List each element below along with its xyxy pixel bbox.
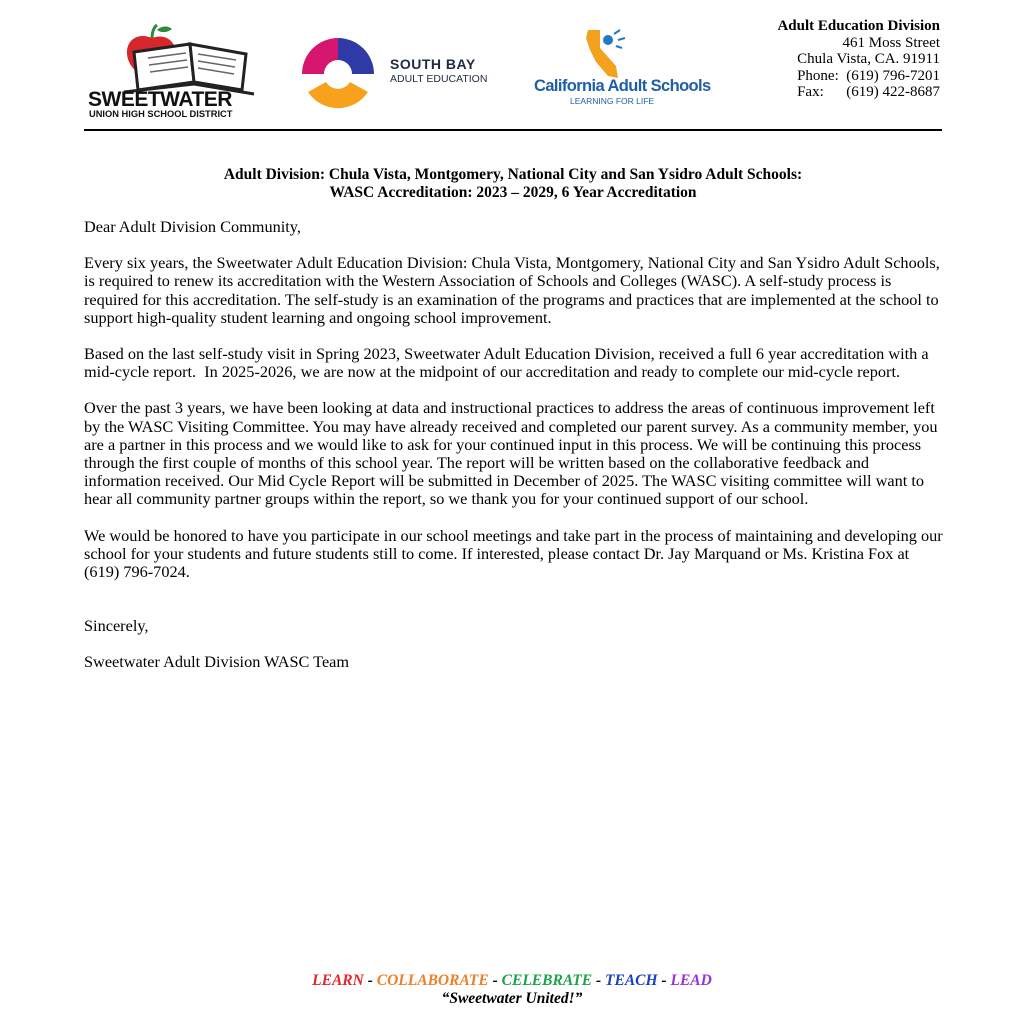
book-icon xyxy=(124,44,254,94)
california-map-icon xyxy=(586,30,625,78)
motto-line xyxy=(0,972,1024,990)
letter-title-line-1: Adult Division: Chula Vista, Montgomery, National City and San Ysidro Adult Schools: xyxy=(223,166,803,183)
california-logo-name: California Adult Schools xyxy=(534,77,711,95)
letter-title xyxy=(84,166,942,202)
california-logo-subtitle: LEARNING FOR LIFE xyxy=(570,96,655,106)
motto-learn: LEARN xyxy=(312,972,364,989)
salutation: Dear Adult Division Community, xyxy=(84,217,301,236)
city-address: Chula Vista, CA. 91911 xyxy=(797,51,940,67)
fax-number: Fax: (619) 422-8687 xyxy=(797,84,940,100)
south-bay-logo-name: SOUTH BAY xyxy=(390,56,476,72)
motto-separator: - xyxy=(592,972,606,989)
south-bay-logo-subtitle: ADULT EDUCATION xyxy=(390,73,488,85)
letterhead xyxy=(0,0,1024,140)
paragraph: Every six years, the Sweetwater Adult Education Division: Chula Vista, Montgomery, National City and San Ysidro Adult Schools, is required to renew its accreditation with the Western Association of Schools and Colleges (WASC). A self-study process is required for this accreditation. The self-study is an examination of the programs and practices that are implemented at the school to support high-quality student learning and ongoing school improvement. xyxy=(84,253,940,327)
motto-collaborate: COLLABORATE xyxy=(376,972,489,989)
letter-title-line-2: WASC Accreditation: 2023 – 2029, 6 Year Accreditation xyxy=(329,184,697,201)
header-divider xyxy=(84,129,942,131)
division-name: Adult Education Division xyxy=(777,18,940,34)
motto-teach: TEACH xyxy=(605,972,658,989)
motto-separator: - xyxy=(657,972,671,989)
motto-lead: LEAD xyxy=(670,972,712,989)
address-block xyxy=(777,18,940,101)
paragraph: We would be honored to have you participate in our school meetings and take part in the process of maintaining and developing our school for your students and future students still to come. If interested, please contact Dr. Jay Marquand or Ms. Kristina Fox at (619) 796-7024. xyxy=(84,525,943,582)
sweetwater-logo-subtitle: UNION HIGH SCHOOL DISTRICT xyxy=(89,109,233,119)
california-adult-schools-logo xyxy=(530,26,711,110)
street-address: 461 Moss Street xyxy=(842,34,940,51)
paragraph: Over the past 3 years, we have been looking at data and instructional practices to address the areas of continuous improvement left by the WASC Visiting Committee. You may have already received and completed our parent survey. As a community member, you are a partner in this process and we would like to ask for your continued input in this process. We will be continuing this process through the first couple of months of this school year. The report will be written based on the collaborative feedback and information received. Our Mid Cycle Report will be submitted in December of 2025. The WASC visiting committee will want to hear all community partner groups within the report, so we thank you for your continued support of our school. xyxy=(84,398,938,509)
letter-body xyxy=(84,218,944,690)
south-bay-emblem-icon xyxy=(302,38,374,110)
signature: Sweetwater Adult Division WASC Team xyxy=(84,652,350,672)
slogan: “Sweetwater United!” xyxy=(441,990,583,1007)
paragraph: Based on the last self-study visit in Spring 2023, Sweetwater Adult Education Division, received a full 6 year accreditation with a mid-cycle report. In 2025-2026, we are now at the midpoint of our accreditation and ready to complete our mid-cycle report. xyxy=(84,344,933,382)
phone-number: Phone: (619) 796-7201 xyxy=(797,67,940,84)
motto-celebrate: CELEBRATE xyxy=(501,972,593,989)
motto-separator: - xyxy=(488,972,502,989)
footer-motto xyxy=(0,972,1024,1008)
closing: Sincerely, xyxy=(84,616,149,636)
south-bay-logo xyxy=(298,36,498,112)
motto-separator: - xyxy=(363,972,377,989)
sweetwater-logo xyxy=(86,24,276,119)
sweetwater-logo-name: SWEETWATER xyxy=(88,88,232,111)
